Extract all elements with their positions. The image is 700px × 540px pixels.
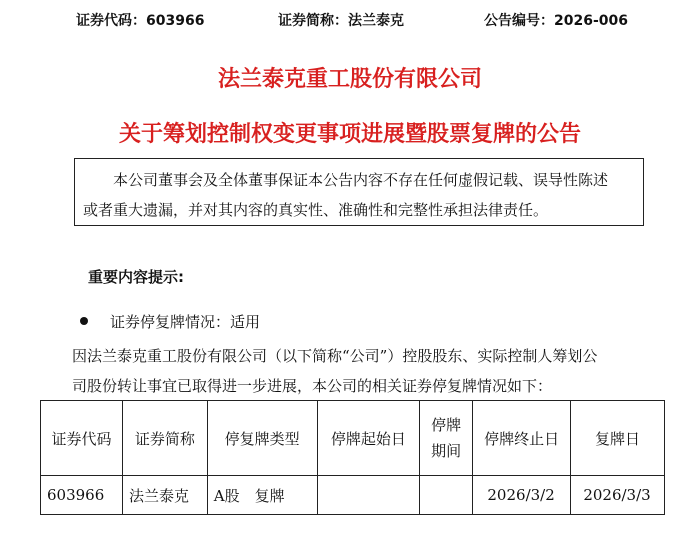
bullet-icon bbox=[80, 317, 88, 325]
statement-line-1: 本公司董事会及全体董事保证本公告内容不存在任何虚假记载、误导性陈述 bbox=[113, 171, 609, 189]
table-cell: 2026/3/2 bbox=[473, 476, 571, 515]
paragraph-line-2: 司股份转让事宜已取得进一步进展，本公司的相关证券停复牌情况如下： bbox=[72, 377, 553, 395]
table-cell bbox=[317, 476, 420, 515]
statement-line-2: 或者重大遗漏，并对其内容的真实性、准确性和完整性承担法律责任。 bbox=[83, 201, 549, 219]
table-header-cell: 证券代码 bbox=[41, 401, 123, 476]
table-header-cell: 证券简称 bbox=[122, 401, 207, 476]
explanation-paragraph bbox=[72, 341, 662, 401]
table-cell: 2026/3/3 bbox=[571, 476, 665, 515]
table-header-cell: 停牌起始日 bbox=[317, 401, 420, 476]
company-title: 法兰泰克重工股份有限公司 bbox=[217, 67, 482, 92]
suspension-bullet bbox=[80, 311, 260, 332]
notice-title: 关于筹划控制权变更事项进展暨股票复牌的公告 bbox=[118, 122, 581, 147]
table-cell bbox=[420, 476, 473, 515]
security-code-label: 证券代码：603966 bbox=[76, 13, 205, 29]
key-content-heading: 重要内容提示: bbox=[88, 268, 184, 286]
table-row bbox=[41, 476, 665, 515]
notice-number-label: 公告编号：2026-006 bbox=[484, 13, 628, 29]
security-name-label: 证券简称：法兰泰克 bbox=[278, 13, 404, 29]
paragraph-line-1: 因法兰泰克重工股份有限公司（以下简称“公司”）控股股东、实际控制人筹划公 bbox=[72, 347, 598, 365]
document-header bbox=[0, 10, 700, 32]
table-header-row bbox=[41, 401, 665, 476]
table-header-cell: 停复牌类型 bbox=[207, 401, 317, 476]
table-header-cell: 复牌日 bbox=[571, 401, 665, 476]
bullet-text: 证券停复牌情况：适用 bbox=[110, 313, 261, 331]
table-header-cell: 停牌终止日 bbox=[473, 401, 571, 476]
suspension-table bbox=[40, 400, 665, 515]
table-cell: 603966 bbox=[41, 476, 123, 515]
table-header-cell: 停牌期间 bbox=[420, 401, 473, 476]
table-cell: A股 复牌 bbox=[207, 476, 317, 515]
table-cell: 法兰泰克 bbox=[122, 476, 207, 515]
board-statement-box bbox=[74, 158, 644, 226]
